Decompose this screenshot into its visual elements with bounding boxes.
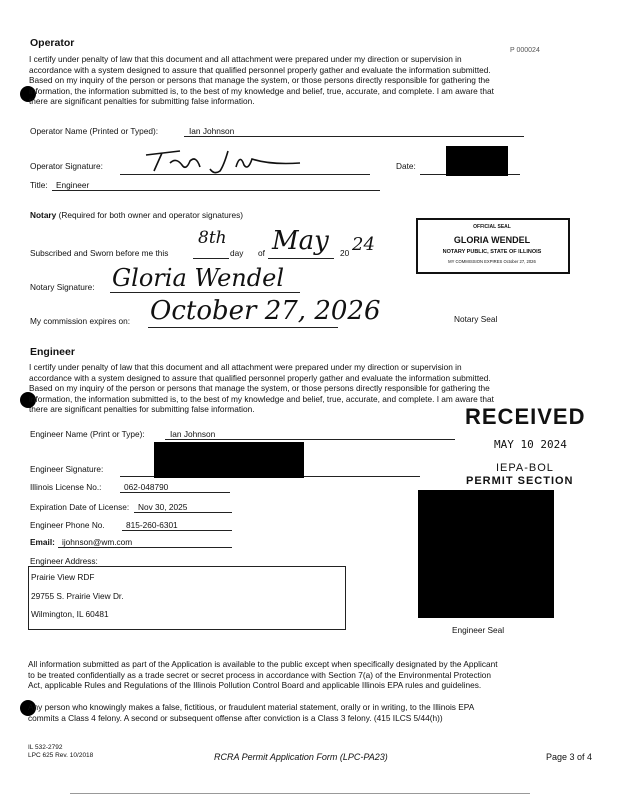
expiration-value: Nov 30, 2025 — [138, 502, 188, 512]
operator-name-line — [184, 136, 524, 137]
received-stamp-title: RECEIVED — [465, 404, 586, 429]
form-code-2: LPC 625 Rev. 10/2018 — [28, 752, 94, 759]
form-title: RCRA Permit Application Form (LPC-PA23) — [214, 752, 388, 762]
operator-signature — [140, 145, 310, 177]
page-number: Page 3 of 4 — [546, 752, 593, 762]
operator-name-value: Ian Johnson — [189, 126, 235, 136]
sworn-day: 8th — [198, 228, 227, 248]
sworn-month: May — [272, 226, 329, 256]
engineer-seal-label: Engineer Seal — [452, 625, 505, 635]
month-line — [268, 258, 334, 259]
email-label: Email: — [30, 537, 55, 547]
scan-edge-line — [70, 793, 530, 794]
engineer-name-label: Engineer Name (Print or Type): — [30, 429, 145, 439]
title-value: Engineer — [56, 180, 90, 190]
phone-value: 815-260-6301 — [126, 520, 178, 530]
sworn-label: Subscribed and Sworn before me this — [30, 248, 169, 258]
address-label: Engineer Address: — [30, 556, 98, 566]
operator-name-label: Operator Name (Printed or Typed): — [30, 126, 159, 136]
notary-heading: Notary — [30, 210, 57, 220]
date-label: Date: — [396, 161, 416, 171]
engineer-certification: I certify under penalty of law that this document and all attachment were prepared under my direction or supervision in accordance with a system designed to assure that qualified personnel properly gather and evaluate the information submitted. Based on my inquiry of the person or persons that manage the system, or those persons directly responsible for gathering the information, the information submitted is, to the best of my knowledge and belief, true, accurate, and complete. I am aware that there are significant penalties for submitting false information. — [29, 362, 494, 415]
phone-label: Engineer Phone No. — [30, 520, 105, 530]
day-line — [193, 258, 229, 259]
commission-date: October 27, 2026 — [150, 296, 381, 326]
notary-heading-row — [30, 210, 243, 220]
address-line-1: Prairie View RDF — [31, 572, 95, 582]
expiration-line — [134, 512, 232, 513]
notary-seal-label: Notary Seal — [454, 314, 498, 324]
year-prefix: 20 — [340, 248, 350, 258]
email-value: ijohnson@wm.com — [62, 537, 133, 547]
of-label: of — [258, 248, 265, 258]
redacted-signature — [154, 442, 304, 478]
redacted-date — [446, 146, 508, 176]
notary-stamp: OFFICIAL SEAL GLORIA WENDEL NOTARY PUBLIC, STATE OF ILLINOIS MY COMMISSION EXPIRES October 27, 2026 — [412, 214, 572, 274]
expiration-label: Expiration Date of License: — [30, 502, 130, 512]
bates-number: P 000024 — [510, 47, 540, 54]
day-label: day — [230, 248, 244, 258]
form-code-1: IL 532-2792 — [28, 744, 63, 751]
notary-note: (Required for both owner and operator signatures) — [58, 210, 244, 220]
address-line-3: Wilmington, IL 60481 — [31, 609, 109, 619]
notary-signature-label: Notary Signature: — [30, 282, 95, 292]
email-line — [58, 547, 232, 548]
title-line — [52, 190, 380, 191]
engineer-signature-label: Engineer Signature: — [30, 464, 104, 474]
engineer-heading: Engineer — [30, 346, 75, 358]
engineer-name-value: Ian Johnson — [170, 429, 216, 439]
felony-notice: Any person who knowingly makes a false, fictitious, or fraudulent material statement, orally or in writing, to the Illinois EPA commits a Class 4 felony. A second or subsequent offense after conviction is a Class 3 felony. (415 ILCS 5/44(h)) — [28, 702, 475, 723]
license-line — [120, 492, 230, 493]
license-label: Illinois License No.: — [30, 482, 102, 492]
received-stamp-date: MAY 10 2024 — [494, 438, 567, 451]
title-label: Title: — [30, 180, 48, 190]
notary-signature: Gloria Wendel — [112, 264, 284, 292]
commission-label: My commission expires on: — [30, 316, 131, 326]
phone-line — [122, 530, 232, 531]
operator-signature-label: Operator Signature: — [30, 161, 103, 171]
public-notice: All information submitted as part of the Application is available to the public except when specifically designated by the Applicant to be treated confidentially as a trade secret or secret process in accordance with Section 7(a) of the Environmental Protection Act, applicable Rules and Regulations of the Illinois Pollution Control Board and applicable Illinois EPA rules and guidelines. — [28, 659, 498, 691]
notary-signature-line — [110, 292, 300, 293]
engineer-name-line — [165, 439, 455, 440]
operator-certification: I certify under penalty of law that this document and all attachment were prepared under my direction or supervision in accordance with a system designed to assure that qualified personnel properly gather and evaluate the information submitted. Based on my inquiry of the person or persons that manage the system, or those persons directly responsible for gathering the information, the information submitted is, to the best of my knowledge and belief, true, accurate, and complete. I am aware that there are significant penalties for submitting false information. — [29, 54, 494, 107]
commission-line — [148, 327, 338, 328]
redacted-engineer-seal — [418, 490, 554, 618]
address-line-2: 29755 S. Prairie View Dr. — [31, 591, 124, 601]
operator-heading: Operator — [30, 37, 75, 49]
sworn-year: 24 — [352, 234, 375, 255]
received-stamp-section: PERMIT SECTION — [466, 475, 574, 487]
received-stamp-agency: IEPA-BOL — [496, 462, 554, 474]
operator-signature-line — [120, 174, 370, 175]
license-value: 062-048790 — [124, 482, 169, 492]
address-box — [28, 566, 346, 630]
email-row — [30, 537, 55, 547]
